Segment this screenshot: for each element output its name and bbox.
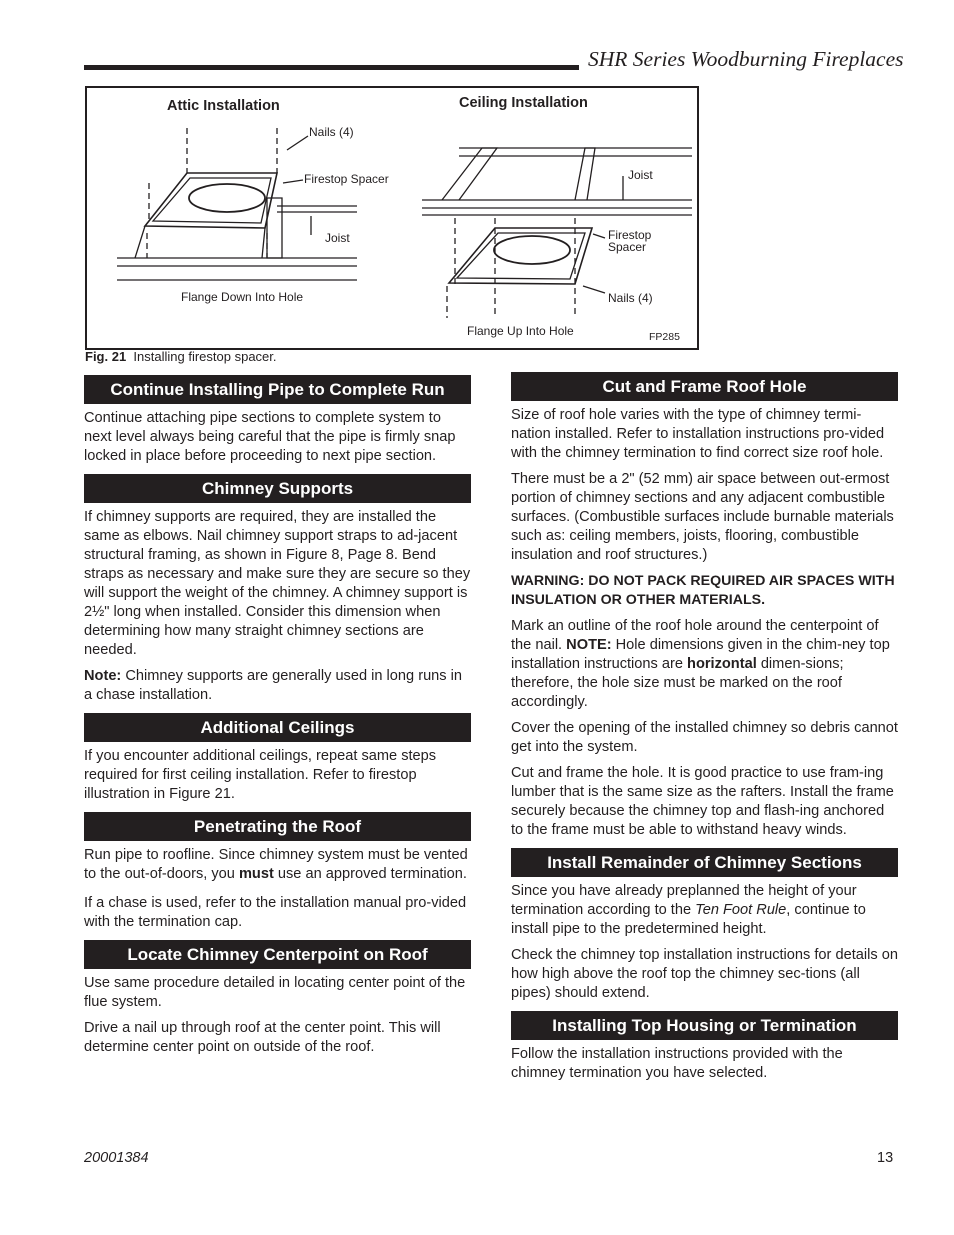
figure-21	[85, 86, 699, 350]
paragraph: Use same procedure detailed in locating center point of the flue system.	[84, 975, 466, 1010]
page-number: 13	[877, 1150, 894, 1166]
paragraph	[84, 846, 471, 884]
section-heading: Continue Installing Pipe to Complete Run	[84, 375, 471, 404]
emphasis: Ten Foot Rule	[695, 902, 787, 918]
note-paragraph	[84, 667, 471, 705]
figure-caption	[85, 349, 277, 364]
ceiling-joist-label: Joist	[628, 168, 653, 182]
ceiling-firestop-label: Firestop	[608, 228, 652, 242]
paragraph	[511, 882, 898, 939]
text-run: Mark an outline of the roof hole around the centerpoint of the nail.	[511, 618, 879, 653]
paragraph: If chimney supports are required, they are installed the same as elbows. Nail chimney support straps to ad-jacent structural framing, as shown in Figure 8, Page 8. Bend straps as necessary and make sure they are secure so they will support the weight of the chimney. A chimney support is 2½" long when installed. Consider this dimension when determining how many straight chimney sections are needed.	[84, 509, 471, 658]
figure-code: FP285	[649, 331, 680, 343]
caption-label: Fig. 21	[85, 349, 127, 364]
paragraph	[511, 617, 898, 712]
right-column	[511, 372, 898, 1090]
attic-firestop-label: Firestop Spacer	[304, 172, 389, 186]
attic-flange-label: Flange Down Into Hole	[181, 290, 304, 304]
section-heading: Installing Top Housing or Termination	[511, 1011, 898, 1040]
paragraph: Cover the opening of the installed chimney so debris cannot get into the system.	[511, 720, 898, 755]
section-heading: Cut and Frame Roof Hole	[511, 372, 898, 401]
paragraph: Check the chimney top installation instructions for details on how high above the roof top the chimney sec-tions (all pipes) should extend.	[511, 947, 898, 1001]
ceiling-nails-label: Nails (4)	[608, 291, 653, 305]
ceiling-spacer-label: Spacer	[608, 240, 647, 254]
section-heading: Locate Chimney Centerpoint on Roof	[84, 940, 471, 969]
header-rule	[84, 65, 579, 70]
document-number: 20001384	[84, 1150, 149, 1166]
note-label: Note:	[84, 668, 122, 684]
text-run: Since you have already preplanned the height of your termination according to the	[511, 883, 857, 918]
paragraph: Follow the installation instructions provided with the chimney termination you have selected.	[511, 1046, 843, 1081]
note-text: Chimney supports are generally used in long runs in a chase installation.	[84, 668, 463, 703]
text-run: dimen-sions; therefore, the hole size must be marked on the roof accordingly.	[511, 656, 844, 710]
section-heading: Install Remainder of Chimney Sections	[511, 848, 898, 877]
emphasis: must	[238, 866, 274, 882]
paragraph: Drive a nail up through roof at the center point. This will determine center point on outside of the roof.	[84, 1020, 441, 1055]
ceiling-title: Ceiling Installation	[459, 95, 588, 111]
paragraph: Size of roof hole varies with the type of chimney termi-nation installed. Refer to installation instructions pro-vided with the chimney termination to find correct size roof hole.	[511, 407, 885, 461]
text-run: Run pipe to roofline. Since chimney system must be vented to the out-of-doors, you	[84, 847, 468, 882]
emphasis: horizontal	[687, 656, 757, 672]
paragraph: If you encounter additional ceilings, repeat same steps required for first ceiling installation. Refer to firestop illustration in Figure 21.	[84, 748, 437, 802]
section-heading: Additional Ceilings	[84, 713, 471, 742]
attic-joist-label: Joist	[325, 231, 350, 245]
paragraph: Continue attaching pipe sections to complete system to next level always being careful that the pipe is firmly snap locked in place before proceeding to next pipe section.	[84, 410, 456, 464]
text-run: use an approved termination.	[273, 866, 467, 882]
warning-paragraph: WARNING: DO NOT PACK REQUIRED AIR SPACES WITH INSULATION OR OTHER MATERIALS.	[511, 573, 895, 608]
paragraph: Cut and frame the hole. It is good practice to use fram-ing lumber that is the same size as the rafters. Install the frame securely because the chimney top and flash-ing anchored to the frame must be able to withstand heavy winds.	[511, 765, 894, 838]
paragraph: There must be a 2" (52 mm) air space between out-ermost portion of chimney sections and any adjacent combustible surfaces. (Combustible surfaces include burnable materials such as: ceiling members, joists, flooring, combustible insulation and roof structures.)	[511, 471, 894, 563]
ceiling-flange-label: Flange Up Into Hole	[467, 324, 574, 338]
paragraph: If a chase is used, refer to the installation manual pro-vided with the termination cap.	[84, 895, 467, 930]
firestop-illustration	[87, 88, 697, 348]
text-run: , continue to install pipe to the predetermined height.	[511, 902, 866, 937]
left-column	[84, 375, 471, 1064]
emphasis: NOTE:	[566, 637, 612, 653]
caption-text: Installing firestop spacer.	[133, 349, 277, 364]
section-heading: Chimney Supports	[84, 474, 471, 503]
attic-title: Attic Installation	[167, 98, 280, 114]
section-heading: Penetrating the Roof	[84, 812, 471, 841]
attic-nails-label: Nails (4)	[309, 125, 354, 139]
text-run: Hole dimensions given in the chim-ney top installation instructions are	[511, 637, 890, 672]
page-header-title: SHR Series Woodburning Fireplaces	[588, 47, 904, 71]
